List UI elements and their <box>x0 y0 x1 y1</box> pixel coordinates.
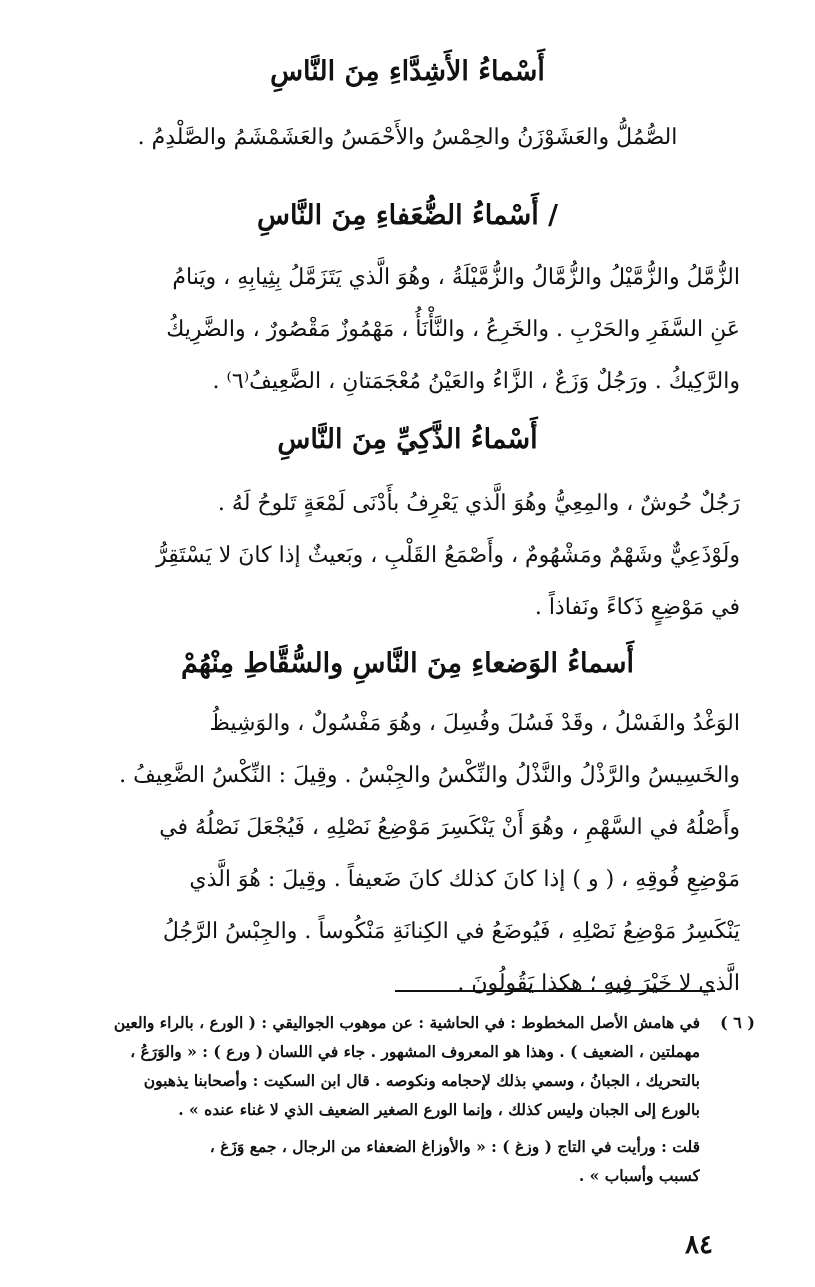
paragraph-line: والخَسِيسُ والرَّذْلُ والنَّذْلُ والنِّكْسُ والجِبْسُ . وقِيلَ : النِّكْسُ الضَّعِيفُ . <box>119 763 740 788</box>
paragraph-line: وأَصْلُهُ في السَّهْمِ ، وهُوَ أَنْ يَنْكَسِرَ مَوْضِعُ نَصْلِهِ ، فَيُجْعَلَ نَصْلُهُ في <box>159 815 740 840</box>
footnote-line: مهملتين ، الضعيف ) . وهذا هو المعروف المشهور . جاء في اللسان ( ورع ) : « والوَرَعُ ، <box>130 1042 700 1061</box>
footnote-body <box>75 1008 700 1190</box>
paragraph-line: رَجُلٌ حُوشٌ ، والمِعِيُّ وهُوَ الَّذي يَعْرِفُ بأَدْنَى لَمْعَةٍ تَلوحُ لَهُ . <box>217 491 740 516</box>
footnote-line: بالورع إلى الجبان وليس كذلك ، وإنما الورع الصغير الضعيف الذي لا غناء عنده » . <box>178 1100 700 1119</box>
paragraph-line: الَّذي لا خَيْرَ فِيهِ ؛ هكذا يَقُولُونَ . <box>457 971 740 996</box>
paragraph-line: يَنْكَسِرُ مَوْضِعُ نَصْلِهِ ، فَيُوضَعُ في الكِنانَةِ مَنْكُوساً . والجِبْسُ الرَّجُلُ <box>162 919 740 944</box>
paragraph-line: ولَوْذَعِيٌّ وشَهْمٌ ومَشْهُومٌ ، وأَصْمَعُ القَلْبِ ، وبَعيثٌ إذا كانَ لا يَسْتَقِرُّ <box>156 543 740 568</box>
paragraph-line: عَنِ السَّفَرِ والحَرْبِ . والخَرِعُ ، والنَّأْنَأُ ، مَهْمُوزٌ مَقْصُورٌ ، والضَّرِيكُ <box>166 317 740 342</box>
section-heading-lowly: أَسماءُ الوَضعاءِ مِنَ النَّاسِ والسُّقَّاطِ مِنْهُمْ <box>180 648 634 679</box>
paragraph-line: مَوْضِعِ فُوقِهِ ، ( و ) إذا كانَ كذلك كانَ ضَعيفاً . وقِيلَ : هُوَ الَّذي <box>189 867 740 892</box>
page-number: ٨٤ <box>685 1230 713 1260</box>
section-paragraph <box>80 252 740 408</box>
footnote-line: بالتحريك ، الجبانُ ، وسمي بذلك لإحجامه ونكوصه . قال ابن السكيت : وأصحابنا يذهبون <box>143 1071 700 1090</box>
section-heading-clever: أَسْماءُ الذَّكِيِّ مِنَ النَّاسِ <box>277 424 538 455</box>
paragraph-line: والرَّكِيكُ . ورَجُلٌ وَزَعٌ ، الزَّاءُ والعَيْنُ مُعْجَمَتانِ ، الضَّعِيفُ⁽٦⁾ . <box>212 369 740 394</box>
paragraph-line: الزُّمَّلُ والزُّمَّيْلُ والزُّمَّالُ والزُّمَّيْلَةُ ، وهُوَ الَّذي يَتَزَمَّلُ بِثِيابِهِ ، ويَنامُ <box>172 265 740 290</box>
section-paragraph-line: الصُّمُلُّ والعَشَوْزَنُ والحِمْسُ والأَحْمَسُ والعَشَمْشَمُ والصَّلْدِمُ . <box>137 125 678 150</box>
section-heading-strong: أَسْماءُ الأَشِدَّاءِ مِنَ النَّاسِ <box>270 56 545 87</box>
section-paragraph <box>80 478 740 634</box>
section-paragraph <box>80 698 740 1010</box>
section-heading-weak: / أَسْماءُ الضُّعَفاءِ مِنَ النَّاسِ <box>257 200 558 231</box>
footnote-number: ( ٦ ) <box>720 1013 755 1032</box>
footnote-line: قلت : ورأيت في التاج ( وزغ ) : « والأوزاغ الضعفاء من الرجال ، جمع وَزَغ ، <box>209 1137 700 1156</box>
footnote-line: في هامش الأصل المخطوط : في الحاشية : عن موهوب الجواليقي : ( الورع ، بالراء والعين <box>113 1013 700 1032</box>
footnote-line: كسبب وأسباب » . <box>578 1166 700 1185</box>
paragraph-line: الوَغْدُ والفَسْلُ ، وقَدْ فَسُلَ وفُسِلَ ، وهُوَ مَفْسُولٌ ، والوَشِيظُ <box>209 711 740 736</box>
paragraph-line: في مَوْضِعٍ ذَكاءً ونَفاذاً . <box>534 595 740 620</box>
footnote-separator <box>395 990 715 992</box>
